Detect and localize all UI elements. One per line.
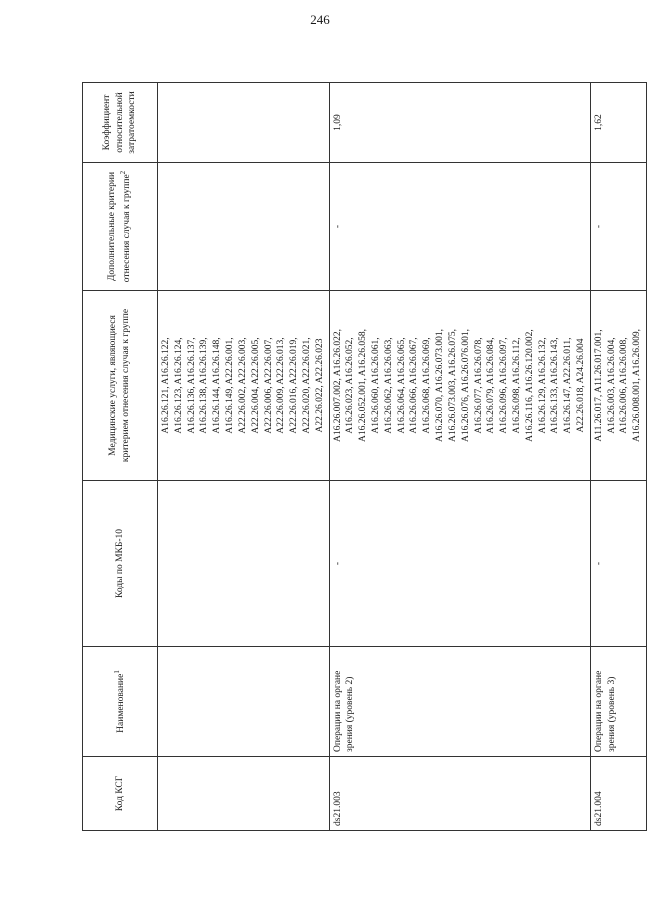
header-row <box>83 83 158 831</box>
cell-services <box>158 291 330 481</box>
service-line: A16.26.129, A16.26.132, <box>537 337 548 434</box>
cell-mkb: - <box>590 481 646 647</box>
service-line: A16.26.006, A16.26.008, <box>619 337 630 434</box>
header-name: Наименование$^1$ <box>83 647 158 757</box>
header-criteria: Дополнительные критерии отнесения случая к группе$^2$ <box>83 163 158 291</box>
service-line: A16.26.052.001, A16.26.058, <box>358 329 369 442</box>
cell-criteria: - <box>329 163 590 291</box>
cell-code <box>158 757 330 831</box>
service-line: A16.26.076, A16.26.076.001, <box>460 329 471 442</box>
service-line: A22.26.004, A22.26.005, <box>250 337 261 434</box>
service-line: A16.26.138, A16.26.139, <box>199 337 210 434</box>
cell-mkb: - <box>329 481 590 647</box>
service-line: A16.26.079, A16.26.084, <box>486 337 497 434</box>
page-number: 246 <box>310 12 330 27</box>
cell-criteria <box>158 163 330 291</box>
service-line: A16.26.116, A16.26.120.002, <box>524 329 535 442</box>
service-line: A16.26.064, A16.26.065, <box>396 337 407 434</box>
cell-services <box>590 291 646 481</box>
service-line: A16.26.023, A16.26.052, <box>345 337 356 434</box>
service-line: A16.26.008.001, A16.26.009, <box>632 329 643 442</box>
service-line: A22.26.018, A24.26.004 <box>576 338 586 433</box>
service-line: A16.26.136, A16.26.137, <box>186 337 197 434</box>
service-line: A16.26.070, A16.26.073.001, <box>435 329 446 442</box>
service-line: A16.26.133, A16.26.143, <box>550 337 561 434</box>
header-mkb: Коды по МКБ-10 <box>83 481 158 647</box>
cell-coefficient <box>158 83 330 163</box>
service-line: A22.26.006, A22.26.007, <box>263 337 274 434</box>
service-line: A16.26.073.003, A16.26.075, <box>447 329 458 442</box>
service-line: A16.26.123, A16.26.124, <box>173 337 184 434</box>
cell-coefficient: 1,09 <box>329 83 590 163</box>
service-line: A16.26.077, A16.26.078, <box>473 337 484 434</box>
cell-name: Операции на органе зрения (уровень 2) <box>329 647 590 757</box>
header-services: Медицинские услуги, являющиеся критерием отнесения случая к группе <box>83 291 158 481</box>
header-code: Код КСГ <box>83 757 158 831</box>
service-line: A16.26.144, A16.26.148, <box>212 337 223 434</box>
service-line: A22.26.020, A22.26.021, <box>301 337 312 434</box>
rotated-table-area <box>82 83 643 831</box>
service-line: A16.26.060, A16.26.061, <box>371 337 381 434</box>
service-line: A16.26.003, A16.26.004, <box>606 337 617 434</box>
ksg-table <box>82 82 647 831</box>
cell-coefficient: 1,62 <box>590 83 646 163</box>
service-line: A16.26.147, A22.26.011, <box>563 337 574 434</box>
table-row <box>590 83 646 831</box>
service-line: A16.26.121, A16.26.122, <box>161 337 171 434</box>
header-coefficient: Коэффициент относительной затратоемкости <box>83 83 158 163</box>
service-line: A16.26.098, A16.26.112, <box>511 337 522 434</box>
service-line: A22.26.022, A22.26.023 <box>314 338 325 433</box>
service-line: A16.26.068, A16.26.069, <box>422 337 433 434</box>
cell-services <box>329 291 590 481</box>
cell-name <box>158 647 330 757</box>
cell-code: ds21.004 <box>590 757 646 831</box>
cell-name: Операции на органе зрения (уровень 3) <box>590 647 646 757</box>
service-line: A22.26.009, A22.26.013, <box>276 337 287 434</box>
service-line: A22.26.016, A22.26.019, <box>289 337 300 434</box>
service-line: A16.26.007.002, A16.26.022, <box>332 329 343 442</box>
table-row <box>158 83 330 831</box>
service-line: A11.26.017, A11.26.017.001, <box>593 329 604 442</box>
cell-code: ds21.003 <box>329 757 590 831</box>
service-line: A22.26.002, A22.26.003, <box>237 337 248 434</box>
service-line: A16.26.149, A22.26.001, <box>225 337 236 434</box>
rotated-table-container <box>82 83 643 831</box>
service-line: A16.26.066, A16.26.067, <box>409 337 420 434</box>
service-line: A16.26.062, A16.26.063, <box>383 337 394 434</box>
service-line: A16.26.096, A16.26.097, <box>499 337 510 434</box>
table-row <box>329 83 590 831</box>
cell-mkb <box>158 481 330 647</box>
cell-criteria: - <box>590 163 646 291</box>
